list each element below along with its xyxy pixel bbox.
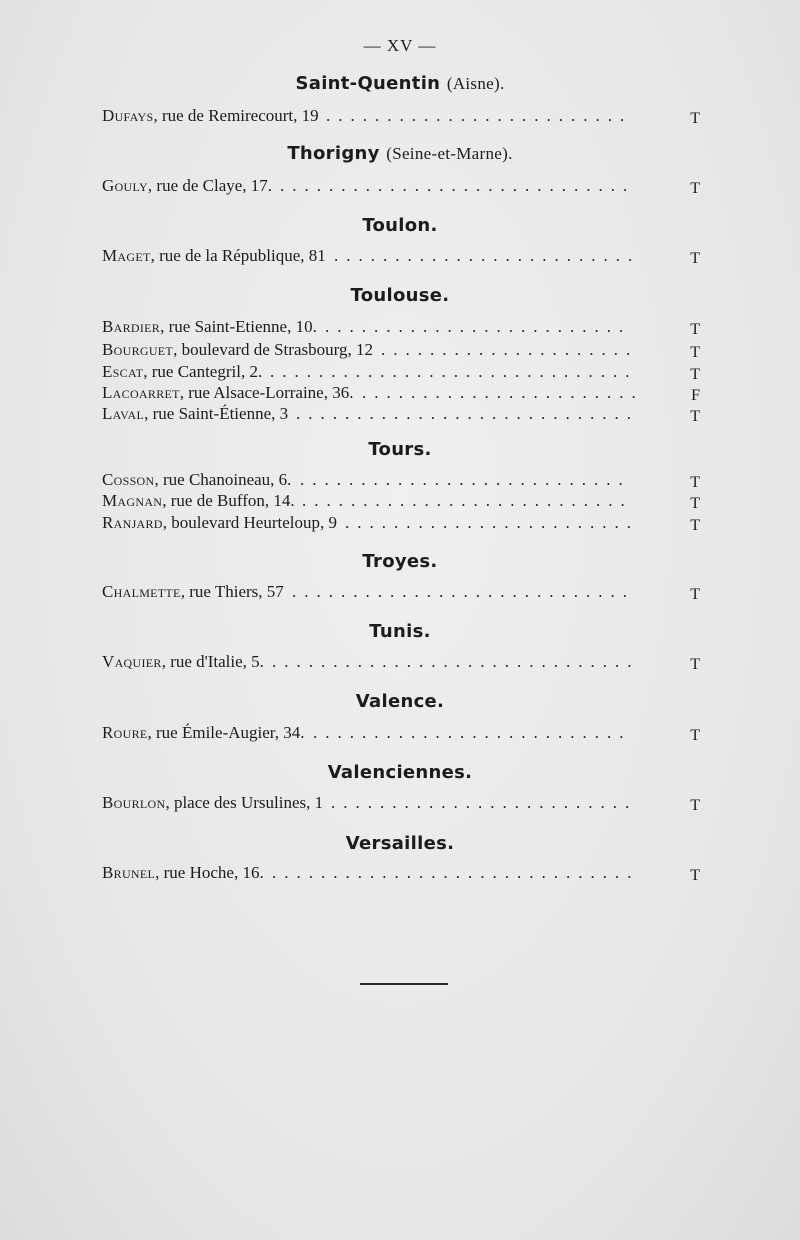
entry-name: Vaquier xyxy=(102,652,162,671)
directory-entry xyxy=(102,382,702,404)
city-name: Versailles. xyxy=(345,833,455,854)
city-heading xyxy=(100,551,700,572)
city-heading xyxy=(100,833,700,854)
city-name: Toulouse. xyxy=(350,285,450,306)
directory-entry xyxy=(102,490,702,512)
entry-code: T xyxy=(690,474,700,491)
entry-address: , rue Saint-Etienne, 10. xyxy=(160,317,317,336)
entry-address: , rue de Buffon, 14. xyxy=(162,491,295,510)
directory-entry xyxy=(102,792,702,814)
entry-name: Roure xyxy=(102,723,148,742)
directory-entry xyxy=(102,339,702,361)
city-heading xyxy=(100,621,700,642)
entry-address: , rue Alsace-Lorraine, 36. xyxy=(179,383,354,402)
city-name: Troyes. xyxy=(362,551,438,572)
directory-entry xyxy=(102,316,702,338)
entry-code: T xyxy=(690,110,700,127)
dot-leader: ......................... xyxy=(331,793,638,812)
entry-code: T xyxy=(690,408,700,425)
entry-code: F xyxy=(691,387,700,404)
directory-entry xyxy=(102,403,702,425)
dot-leader: ....................... xyxy=(362,383,644,402)
directory-entry xyxy=(102,245,702,267)
region-name: (Aisne). xyxy=(446,74,505,93)
city-heading xyxy=(100,143,700,164)
entry-code: T xyxy=(690,797,700,814)
entry-name: Laval xyxy=(102,404,145,423)
dot-leader: ........................ xyxy=(345,513,639,532)
entry-name: Lacoarret xyxy=(102,383,180,402)
entry-address: , rue Cantegril, 2. xyxy=(143,362,263,381)
city-name: Toulon. xyxy=(362,215,438,236)
entry-code: T xyxy=(690,656,700,673)
entry-name: Bardier xyxy=(102,317,161,336)
dot-leader: ............................ xyxy=(292,582,635,601)
entry-code: T xyxy=(690,250,700,267)
dot-leader: .............................. xyxy=(270,362,638,381)
directory-entry xyxy=(102,651,702,673)
entry-address: , rue d'Italie, 5. xyxy=(161,652,264,671)
city-heading xyxy=(100,691,700,712)
end-rule xyxy=(360,983,448,985)
dot-leader: .............................. xyxy=(272,652,640,671)
entry-code: T xyxy=(690,344,700,361)
city-heading xyxy=(100,762,700,783)
directory-entry xyxy=(102,469,702,491)
entry-name: Chalmette xyxy=(102,582,181,601)
entry-code: T xyxy=(690,867,700,884)
directory-entry xyxy=(102,361,702,383)
entry-address: , boulevard Heurteloup, 9 xyxy=(162,513,337,532)
dot-leader: .......................... xyxy=(313,723,632,742)
entry-name: Magnan xyxy=(102,491,163,510)
dot-leader: ..................... xyxy=(381,340,639,359)
entry-name: Bourlon xyxy=(102,793,166,812)
entry-code: T xyxy=(690,727,700,744)
entry-name: Escat xyxy=(102,362,144,381)
page-number: — XV — xyxy=(363,36,437,55)
directory-entry xyxy=(102,722,702,744)
dot-leader: ........................... xyxy=(300,470,631,489)
entry-name: Maget xyxy=(102,246,151,265)
entry-address: , boulevard de Strasbourg, 12 xyxy=(173,340,373,359)
entry-code: T xyxy=(690,495,700,512)
city-name: Tours. xyxy=(368,439,432,460)
city-name: Tunis. xyxy=(369,621,431,642)
entry-address: , place des Ursulines, 1 xyxy=(165,793,324,812)
dot-leader: ............................ xyxy=(296,404,639,423)
entry-code: T xyxy=(690,586,700,603)
entry-name: Cosson xyxy=(102,470,155,489)
directory-entry xyxy=(102,105,702,127)
directory-entry xyxy=(102,862,702,884)
entry-name: Dufays xyxy=(102,106,154,125)
entry-address: , rue de Remirecourt, 19 xyxy=(153,106,319,125)
dot-leader: .............................. xyxy=(272,863,640,882)
city-heading xyxy=(100,439,700,460)
entry-address: , rue de la République, 81 xyxy=(150,246,326,265)
entry-code: T xyxy=(690,321,700,338)
region-name: (Seine-et-Marne). xyxy=(386,144,513,163)
entry-code: T xyxy=(690,180,700,197)
entry-address: , rue Émile-Augier, 34. xyxy=(147,723,305,742)
entry-address: , rue de Claye, 17. xyxy=(147,176,273,195)
city-heading xyxy=(100,73,700,94)
entry-address: , rue Hoche, 16. xyxy=(155,863,264,882)
dot-leader: ............................. xyxy=(280,176,636,195)
dot-leader: ......................... xyxy=(325,317,632,336)
dot-leader: ........................... xyxy=(302,491,633,510)
entry-name: Ranjard xyxy=(102,513,163,532)
city-heading xyxy=(100,285,700,306)
entry-address: , rue Saint-Étienne, 3 xyxy=(144,404,289,423)
directory-entry xyxy=(102,175,702,197)
directory-entry xyxy=(102,512,702,534)
entry-address: , rue Thiers, 57 xyxy=(180,582,284,601)
entry-name: Gouly xyxy=(102,176,148,195)
entry-name: Brunel xyxy=(102,863,156,882)
entry-address: , rue Chanoineau, 6. xyxy=(154,470,292,489)
city-name: Saint-Quentin xyxy=(295,73,441,94)
city-name: Thorigny xyxy=(287,143,380,164)
entry-code: T xyxy=(690,517,700,534)
directory-entry xyxy=(102,581,702,603)
entry-code: T xyxy=(690,366,700,383)
city-heading xyxy=(100,215,700,236)
entry-name: Bourguet xyxy=(102,340,174,359)
dot-leader: ......................... xyxy=(334,246,641,265)
city-name: Valenciennes. xyxy=(327,762,473,783)
city-name: Valence. xyxy=(355,691,445,712)
dot-leader: ......................... xyxy=(326,106,633,125)
